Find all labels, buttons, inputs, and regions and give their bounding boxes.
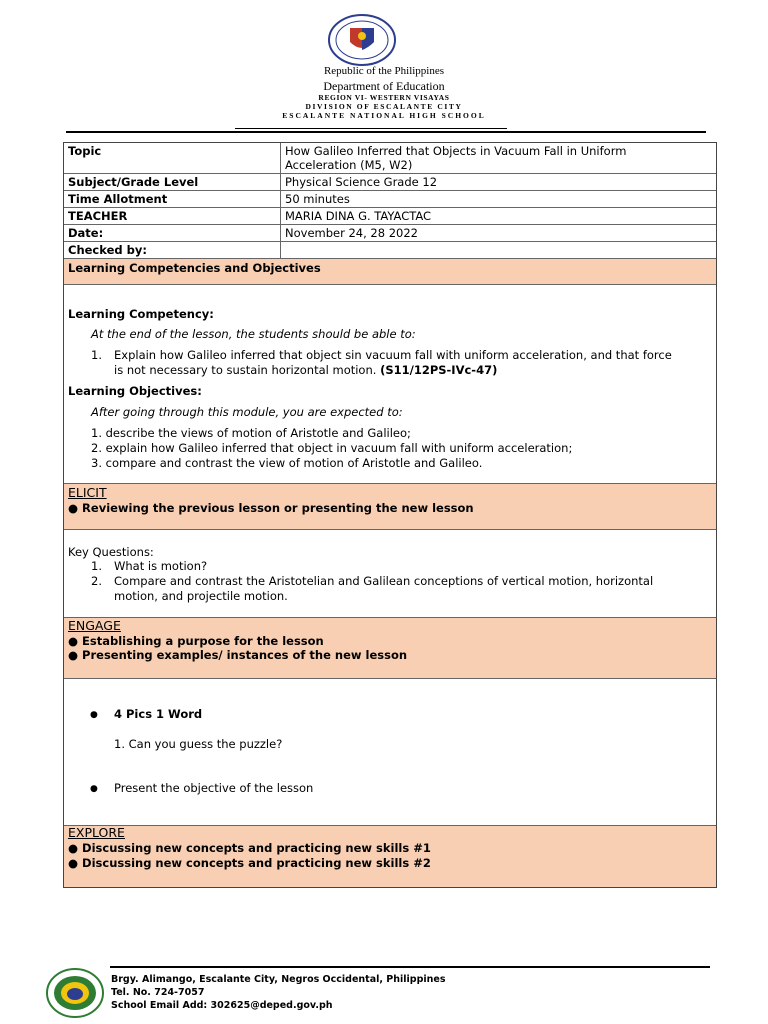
lo-intro: After going through this module, you are expected to:: [91, 405, 403, 419]
engage-bullet-2: ● Presenting examples/ instances of the new lesson: [68, 648, 408, 662]
q2-line-2: motion, and projectile motion.: [114, 589, 288, 603]
school-logo: [46, 968, 104, 1018]
teacher-label: TEACHER: [64, 208, 281, 224]
time-row: [64, 191, 716, 208]
engage-band: [64, 618, 716, 679]
lc-line-1: Explain how Galileo inferred that object sin vacuum fall with uniform acceleration, and that force: [114, 348, 672, 362]
region-line: REGION VI- WESTERN VISAYAS: [318, 93, 450, 102]
bullet-dot-2: ●: [90, 784, 98, 794]
footer-email: School Email Add: 302625@deped.gov.ph: [111, 1000, 333, 1011]
subject-value: Physical Science Grade 12: [285, 175, 438, 189]
subject-label: Subject/Grade Level: [64, 174, 281, 190]
topic-label: Topic: [64, 143, 281, 173]
time-value: 50 minutes: [285, 192, 350, 206]
lesson-plan-table: [63, 142, 717, 888]
engage-title: ENGAGE: [68, 618, 121, 633]
q1-number: 1.: [91, 559, 102, 573]
lc-heading: Learning Competency:: [68, 307, 214, 321]
elicit-section: [64, 530, 716, 618]
q1-text: What is motion?: [114, 559, 208, 573]
lc-code: (S11/12PS-IVc-47): [380, 363, 498, 377]
key-questions-label: Key Questions:: [68, 545, 154, 559]
school-line: ESCALANTE NATIONAL HIGH SCHOOL: [282, 111, 486, 120]
elicit-bullet: ● Reviewing the previous lesson or presenting the new lesson: [68, 501, 474, 515]
topic-line-2: Acceleration (M5, W2): [285, 158, 413, 172]
footer-tel: Tel. No. 724-7057: [111, 987, 205, 998]
lc-line-2: [114, 363, 497, 377]
engage-item-1: 4 Pics 1 Word: [114, 707, 203, 721]
checked-row: [64, 242, 716, 259]
explore-band: [64, 826, 716, 887]
date-row: [64, 225, 716, 242]
competencies-section: [64, 285, 716, 484]
lo-heading: Learning Objectives:: [68, 384, 202, 398]
engage-bullet-1: ● Establishing a purpose for the lesson: [68, 634, 324, 648]
objective-1: 1. describe the views of motion of Aristotle and Galileo;: [91, 426, 411, 440]
department-line: Department of Education: [323, 79, 445, 93]
time-label: Time Allotment: [64, 191, 281, 207]
teacher-row: [64, 208, 716, 225]
q2-number: 2.: [91, 574, 102, 588]
date-label: Date:: [64, 225, 281, 241]
lc-intro: At the end of the lesson, the students should be able to:: [91, 327, 416, 341]
checked-value: [281, 242, 716, 258]
topic-row: [64, 143, 716, 174]
elicit-title: ELICIT: [68, 485, 107, 500]
lc-line-2-text: is not necessary to sustain horizontal motion.: [114, 363, 377, 377]
competencies-band: Learning Competencies and Objectives: [64, 259, 716, 285]
engage-item-2: Present the objective of the lesson: [114, 781, 314, 795]
objective-3: 3. compare and contrast the view of motion of Aristotle and Galileo.: [91, 456, 483, 470]
objective-2: 2. explain how Galileo inferred that object in vacuum fall with uniform acceleration;: [91, 441, 573, 455]
explore-title: EXPLORE: [68, 825, 125, 840]
engage-item-1-sub: 1. Can you guess the puzzle?: [114, 737, 283, 751]
deped-seal: [328, 14, 396, 66]
explore-bullet-2: ● Discussing new concepts and practicing new skills #2: [68, 856, 431, 870]
subject-row: [64, 174, 716, 191]
date-value: November 24, 28 2022: [285, 226, 418, 240]
topic-value: [281, 143, 716, 173]
bullet-dot-1: ●: [90, 710, 98, 720]
engage-section: [64, 679, 716, 826]
q2-line-1: Compare and contrast the Aristotelian and Galilean conceptions of vertical motion, horizontal: [114, 574, 654, 588]
lc-number: 1.: [91, 348, 102, 362]
header-rule: [66, 131, 706, 133]
footer-rule: [110, 966, 710, 968]
division-line: DIVISION OF ESCALANTE CITY: [305, 102, 463, 111]
header-rule-short: [235, 128, 507, 129]
republic-line: Republic of the Philippines: [323, 65, 445, 77]
footer-address: Brgy. Alimango, Escalante City, Negros Occidental, Philippines: [111, 974, 446, 985]
elicit-band: [64, 484, 716, 530]
explore-bullet-1: ● Discussing new concepts and practicing new skills #1: [68, 841, 431, 855]
teacher-value: MARIA DINA G. TAYACTAC: [285, 209, 432, 223]
checked-label: Checked by:: [64, 242, 281, 258]
topic-line-1: How Galileo Inferred that Objects in Vacuum Fall in Uniform: [285, 144, 627, 158]
